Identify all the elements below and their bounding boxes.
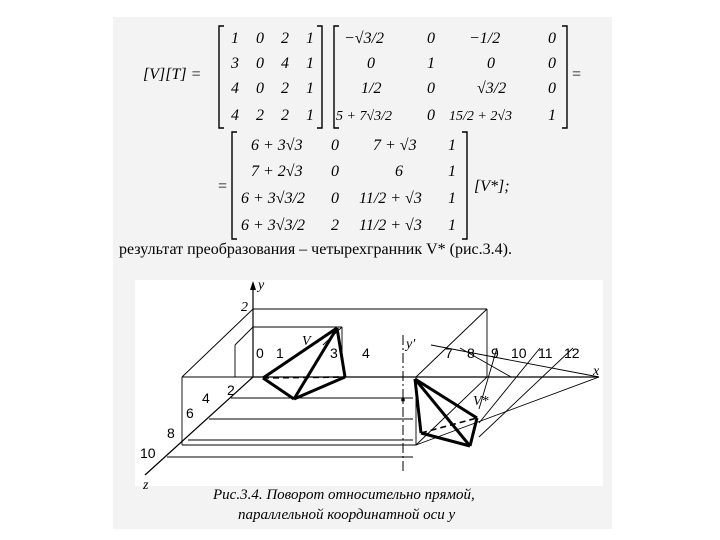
z-tick-label: 10 <box>140 445 156 461</box>
matrix-cell: 2 <box>281 30 289 47</box>
rhs-label: [V*]; <box>474 178 510 195</box>
v-matrix-bracket-left <box>219 26 224 128</box>
matrix-cell: 6 + 3√3/2 <box>241 217 306 234</box>
v-matrix <box>230 30 314 124</box>
matrix-cell: √3/2 <box>477 80 507 97</box>
matrix-cell: −√3/2 <box>344 30 385 47</box>
matrix-cell: 7 + √3 <box>373 137 417 154</box>
matrix-cell: 0 <box>331 163 339 180</box>
figure-caption-line-1: Рис.3.4. Поворот относительно прямой, <box>213 487 475 503</box>
equals-sign: = <box>217 178 228 195</box>
matrix-cell: 6 + 3√3 <box>251 137 303 154</box>
lhs-label: [V][T] = <box>143 66 202 83</box>
document-page <box>113 17 612 529</box>
matrix-cell: 1 <box>306 107 314 124</box>
matrix-cell: −1/2 <box>469 30 501 47</box>
matrix-cell: 1 <box>306 55 314 72</box>
matrix-cell: 1 <box>427 55 435 72</box>
matrix-cell: 0 <box>331 190 339 207</box>
matrix-cell: 4 <box>281 55 289 72</box>
matrix-cell: 4 <box>231 80 239 97</box>
t-matrix <box>336 30 556 124</box>
axis-point <box>401 398 405 402</box>
v-matrix-bracket-right <box>317 26 322 128</box>
matrix-cell: 0 <box>256 30 264 47</box>
matrix-cell: 4 <box>231 107 239 124</box>
matrix-cell: 0 <box>427 107 435 124</box>
matrix-cell: 1 <box>306 30 314 47</box>
matrix-cell: 1 <box>306 80 314 97</box>
x-tick-label: 9 <box>491 345 499 361</box>
matrix-cell: 1 <box>548 107 556 124</box>
matrix-cell: 5 + 7√3/2 <box>336 109 393 124</box>
matrix-cell: 0 <box>548 80 556 97</box>
result-matrix-bracket-left <box>232 132 237 239</box>
matrix-cell: 2 <box>331 217 339 234</box>
matrix-cell: 0 <box>256 55 264 72</box>
x-tick-label: 7 <box>445 345 453 361</box>
z-axis-label: z <box>143 478 149 493</box>
figure-3-4 <box>135 278 603 493</box>
x-tick-label: 11 <box>538 345 553 361</box>
x-tick-label: 0 <box>256 345 264 361</box>
matrix-cell: 0 <box>367 55 375 72</box>
x-axis-label: x <box>593 364 600 379</box>
matrix-cell: 1 <box>448 217 456 234</box>
matrix-cell: 2 <box>281 107 289 124</box>
matrix-cell: 3 <box>231 55 239 72</box>
x-tick-label: 4 <box>362 345 370 361</box>
z-tick-label: 6 <box>186 405 194 421</box>
t-matrix-bracket-right <box>562 26 567 128</box>
matrix-cell: 0 <box>427 80 435 97</box>
x-tick-label: 1 <box>276 345 284 361</box>
matrix-cell: 0 <box>487 55 495 72</box>
x-tick-label: 3 <box>330 345 338 361</box>
matrix-cell: 11/2 + √3 <box>359 217 422 234</box>
matrix-cell: 0 <box>548 30 556 47</box>
matrix-cell: 1 <box>231 30 239 47</box>
matrix-cell: 7 + 2√3 <box>251 163 303 180</box>
y-tick-label: 2 <box>241 300 248 315</box>
figure-background <box>135 280 603 486</box>
matrix-cell: 2 <box>256 107 264 124</box>
matrix-cell: 1/2 <box>361 80 382 97</box>
tetrahedron-v-label: V <box>302 334 311 349</box>
matrix-cell: 15/2 + 2√3 <box>449 109 513 124</box>
matrix-cell: 2 <box>281 80 289 97</box>
body-sentence: результат преобразования – четырехгранник V* (рис.3.4). <box>119 241 512 258</box>
x-tick-label: 12 <box>564 345 580 361</box>
y-prime-axis-label: y′ <box>406 337 416 352</box>
matrix-cell: 0 <box>256 80 264 97</box>
matrix-cell: 6 <box>395 163 403 180</box>
x-tick-label: 8 <box>467 345 475 361</box>
z-tick-label: 2 <box>227 382 235 398</box>
matrix-cell: 0 <box>331 137 339 154</box>
z-tick-label: 4 <box>202 390 210 406</box>
tetrahedron-v-star-label: V* <box>473 394 489 409</box>
matrix-cell: 0 <box>427 30 435 47</box>
matrix-cell: 0 <box>548 55 556 72</box>
matrix-cell: 11/2 + √3 <box>359 190 422 207</box>
z-tick-label: 8 <box>167 425 175 441</box>
matrix-cell: 1 <box>448 137 456 154</box>
result-matrix <box>241 137 456 234</box>
figure-caption-line-2: параллельной координатной оси y <box>238 507 456 523</box>
y-axis-label: y <box>258 278 265 293</box>
result-matrix-bracket-right <box>462 132 467 239</box>
page-canvas <box>113 17 612 529</box>
x-tick-label: 10 <box>511 345 527 361</box>
equals-sign: = <box>571 66 582 83</box>
matrix-cell: 1 <box>448 190 456 207</box>
matrix-cell: 6 + 3√3/2 <box>241 190 306 207</box>
matrix-cell: 1 <box>448 163 456 180</box>
